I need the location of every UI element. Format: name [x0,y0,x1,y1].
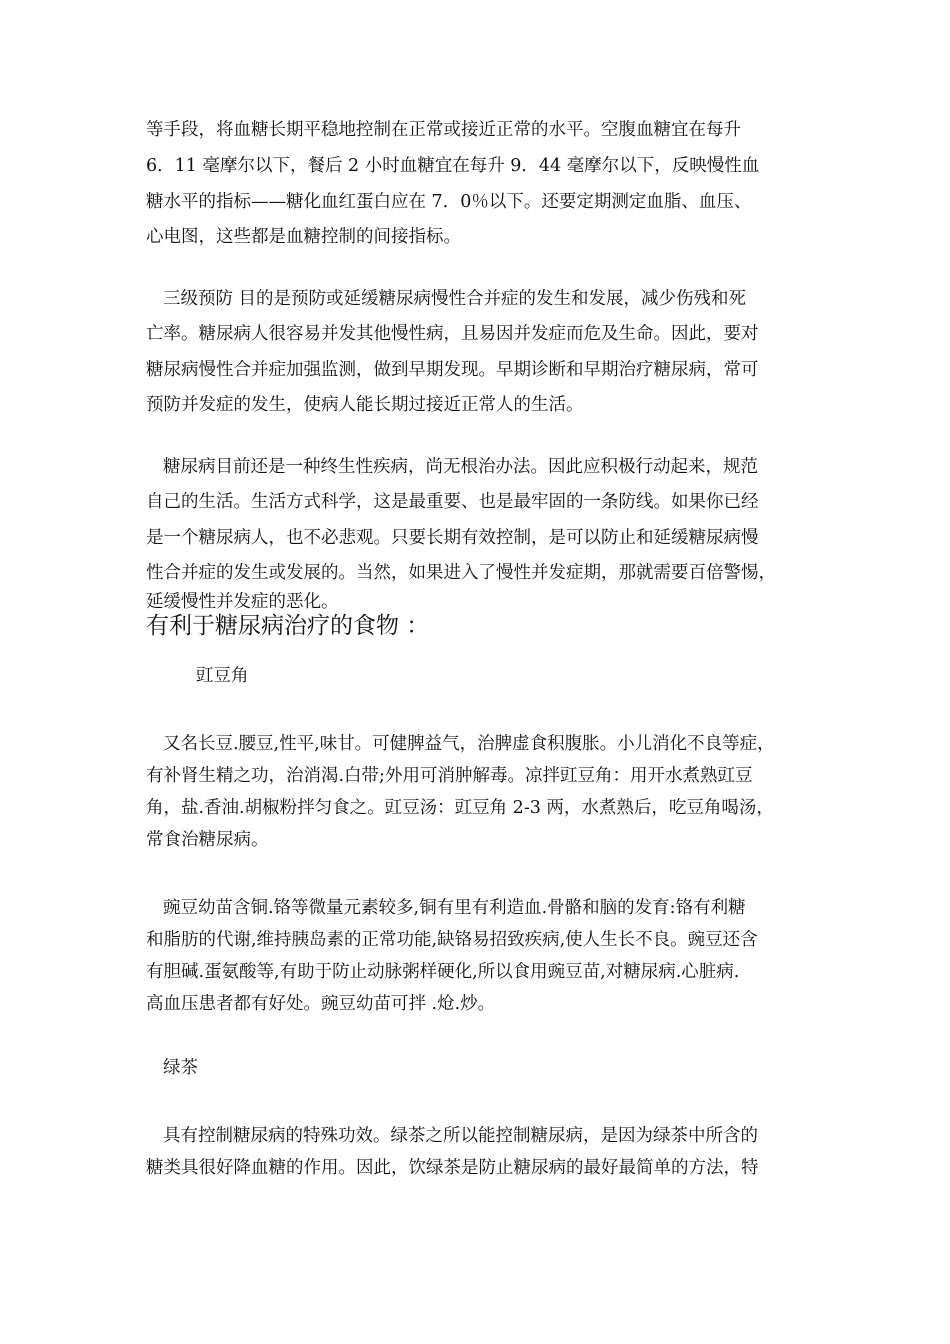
text-line: 豌豆幼苗含铜.铬等微量元素较多,铜有里有利造血.骨骼和脑的发育:铬有利糖 [163,898,746,918]
text-line: 有胆碱.蛋氨酸等,有助于防止动脉粥样硬化,所以食用豌豆苗,对糖尿病.心脏病. [146,962,740,982]
text-line: 三级预防 目的是预防或延缓糖尿病慢性合并症的发生和发展，减少伤残和死 [163,289,747,309]
text-line: 6．11 毫摩尔以下，餐后 2 小时血糖宜在每升 9．44 毫摩尔以下，反映慢性血 [146,156,760,176]
text-line: 延缓慢性并发症的恶化。 [146,592,339,612]
text-line: 糖尿病目前还是一种终生性疾病，尚无根治办法。因此应积极行动起来，规范 [163,457,758,477]
text-line: 亡率。糖尿病人很容易并发其他慢性病，且易因并发症而危及生命。因此，要对 [146,324,759,344]
text-line: 预防并发症的发生，使病人能长期过接近正常人的生活。 [146,395,584,415]
text-line: 心电图，这些都是血糖控制的间接指标。 [146,227,461,247]
text-line: 角，盐.香油.胡椒粉拌匀食之。豇豆汤：豇豆角 2-3 两，水煮熟后，吃豆角喝汤， [146,798,774,818]
food-title: 绿茶 [163,1058,198,1078]
text-line: 糖尿病慢性合并症加强监测，做到早期发现。早期诊断和早期治疗糖尿病，常可 [146,360,759,380]
text-line: 具有控制糖尿病的特殊功效。绿茶之所以能控制糖尿病，是因为绿茶中所含的 [163,1126,758,1146]
text-line: 又名长豆.腰豆,性平,味甘。可健脾益气，治脾虚食积腹胀。小儿消化不良等症， [163,734,775,754]
text-line: 高血压患者都有好处。豌豆幼苗可拌 .炝.炒。 [146,994,496,1014]
text-line: 常食治糖尿病。 [146,830,269,850]
text-line: 自己的生活。生活方式科学，这是最重要、也是最牢固的一条防线。如果你已经 [146,492,759,512]
text-line: 糖类具很好降血糖的作用。因此，饮绿茶是防止糖尿病的最好最简单的方法，特 [146,1158,759,1178]
section-heading: 有利于糖尿病治疗的食物 ： [146,613,430,639]
food-title: 豇豆角 [196,666,249,686]
text-line: 性合并症的发生或发展的。当然，如果进入了慢性并发症期，那就需要百倍警惕， [146,563,776,583]
text-line: 是一个糖尿病人，也不必悲观。只要长期有效控制，是可以防止和延缓糖尿病慢 [146,528,759,548]
text-line: 和脂肪的代谢,维持胰岛素的正常功能,缺铬易招致疾病,使人生长不良。豌豆还含 [146,930,758,950]
text-line: 等手段，将血糖长期平稳地控制在正常或接近正常的水平。空腹血糖宜在每升 [146,120,741,140]
text-line: 有补肾生精之功，治消渴.白带;外用可消肿解毒。凉拌豇豆角：用开水煮熟豇豆 [146,766,753,786]
text-line: 糖水平的指标——糖化血红蛋白应在 7．0％以下。还要定期测定血脂、血压、 [146,192,752,212]
